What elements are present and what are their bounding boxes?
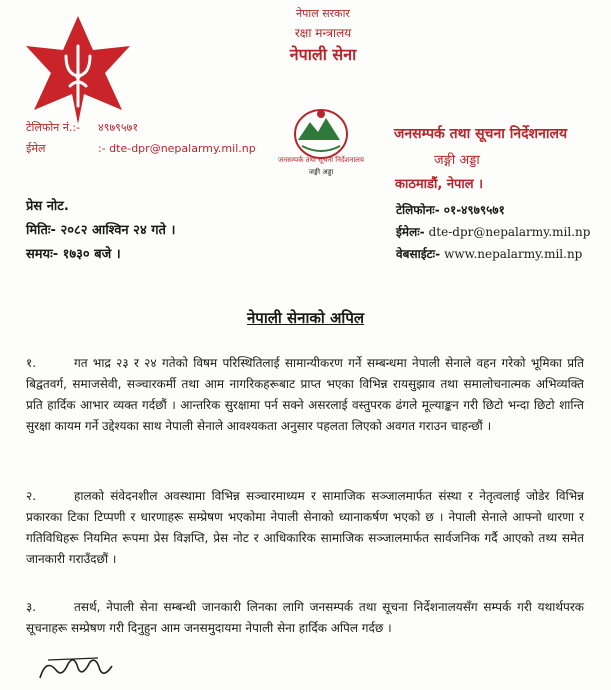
press-meta bbox=[26, 195, 175, 267]
phone-value-right: ०१-४९७९५७१ bbox=[443, 203, 505, 217]
header-center bbox=[258, 6, 388, 65]
directorate-block bbox=[394, 124, 567, 192]
press-date: मितिः- २०८२ आश्विन २४ गते । bbox=[26, 223, 176, 238]
phone-value: ४९७९५७१ bbox=[98, 121, 139, 134]
phone-label: टेलिफोन नं.:- bbox=[26, 121, 81, 134]
document-title-text: नेपाली सेनाको अपिल bbox=[246, 309, 365, 327]
paragraph-1 bbox=[26, 353, 584, 437]
email-value-right: dte-dpr@nepalarmy.mil.np bbox=[428, 225, 591, 239]
paragraph-text: गत भाद्र २३ र २४ गतेको विषम परिस्थितिलाई सामान्यीकरण गर्ने सम्बन्धमा नेपाली सेनाले वहन गरेको भूमिका प्रति बिद्वतवर्ग, समाजसेवी, सञ्चारकर्मी तथा आम नागरिकहरूबाट प्राप्त भएका विभिन्न रायसुझाव तथा समालोचनात्मक अभिव्यक्ति प्रति हार्दिक आभार व्यक्त गर्दछौं । आन्तरिक सुरक्षामा पर्न सक्ने असरलाई वस्तुपरक ढंगले मूल्याङ्कन गरी छिटो भन्दा छिटो शान्ति सुरक्षा कायम गर्ने उद्देश्यका साथ नेपाली सेनाले आवश्यकता अनुसार पहलता लिएको अवगत गराउन चाहन्छौं । bbox=[26, 356, 584, 433]
seal-text: जनसम्पर्क तथा सूचना निर्देशनालय bbox=[278, 156, 364, 164]
web-value-right: www.nepalarmy.mil.np bbox=[444, 247, 583, 261]
press-time: समयः- १७३० बजे । bbox=[26, 247, 121, 262]
government-name: नेपाल सरकार bbox=[296, 7, 350, 20]
paragraph-text: हालको संवेदनशील अवस्थामा विभिन्न सञ्चारमाध्यम र सामाजिक सञ्जालमार्फत संस्था र नेतृत्वलाई जोडेर विभिन्न प्रकारका टिका टिप्पणी र धारणाहरू सम्प्रेषण भएकोमा नेपाली सेनाको ध्यानाकर्षण भएको छ । नेपाली सेनाले आफ्नो धारणा र गतिविधिहरू नियमित रूपमा प्रेस विज्ञप्ति, प्रेस नोट र आधिकारिक सामाजिक सञ्जालमार्फत सार्वजनिक गर्दै आएको तथ्य समेत जानकारी गराउँदछौं । bbox=[26, 489, 584, 566]
email-value: :- dte-dpr@nepalarmy.mil.np bbox=[98, 142, 256, 155]
press-note-label: प्रेस नोट. bbox=[26, 199, 69, 214]
email-label-right: ईमेलः- bbox=[396, 225, 425, 239]
phone-label-right: टेलिफोनः- bbox=[396, 203, 440, 217]
paragraph-number: ३. bbox=[26, 600, 37, 614]
contact-left bbox=[26, 117, 256, 159]
document-title bbox=[0, 308, 611, 328]
nepal-army-star-emblem bbox=[22, 14, 134, 126]
paragraph-number: २. bbox=[26, 489, 37, 503]
handwritten-signature bbox=[38, 648, 116, 686]
directorate-seal bbox=[268, 94, 374, 190]
army-name: नेपाली सेना bbox=[289, 45, 357, 64]
paragraph-number: १. bbox=[26, 356, 37, 370]
web-label-right: वेबसाईटः- bbox=[396, 247, 441, 261]
seal-subtext: जङ्गी अड्डा bbox=[308, 168, 334, 176]
directorate-name: जनसम्पर्क तथा सूचना निर्देशनालय bbox=[394, 126, 568, 142]
ministry-name: रक्षा मन्त्रालय bbox=[294, 26, 352, 40]
directorate-city: काठमाडौं, नेपाल । bbox=[395, 177, 484, 192]
paragraph-text: तसर्थ, नेपाली सेना सम्बन्धी जानकारी लिनका लागि जनसम्पर्क तथा सूचना निर्देशनालयसँग सम्पर्क गरी यथार्थपरक सूचनाहरू सम्प्रेषण गरी दिनुहुन आम जनसमुदायमा नेपाली सेना हार्दिक अपिल गर्दछ । bbox=[26, 600, 584, 635]
paragraph-2 bbox=[26, 486, 584, 570]
contact-right bbox=[396, 199, 590, 265]
paragraph-3 bbox=[26, 597, 584, 639]
directorate-hq: जङ्गी अड्डा bbox=[434, 153, 480, 168]
email-label: ईमेल bbox=[26, 142, 46, 155]
